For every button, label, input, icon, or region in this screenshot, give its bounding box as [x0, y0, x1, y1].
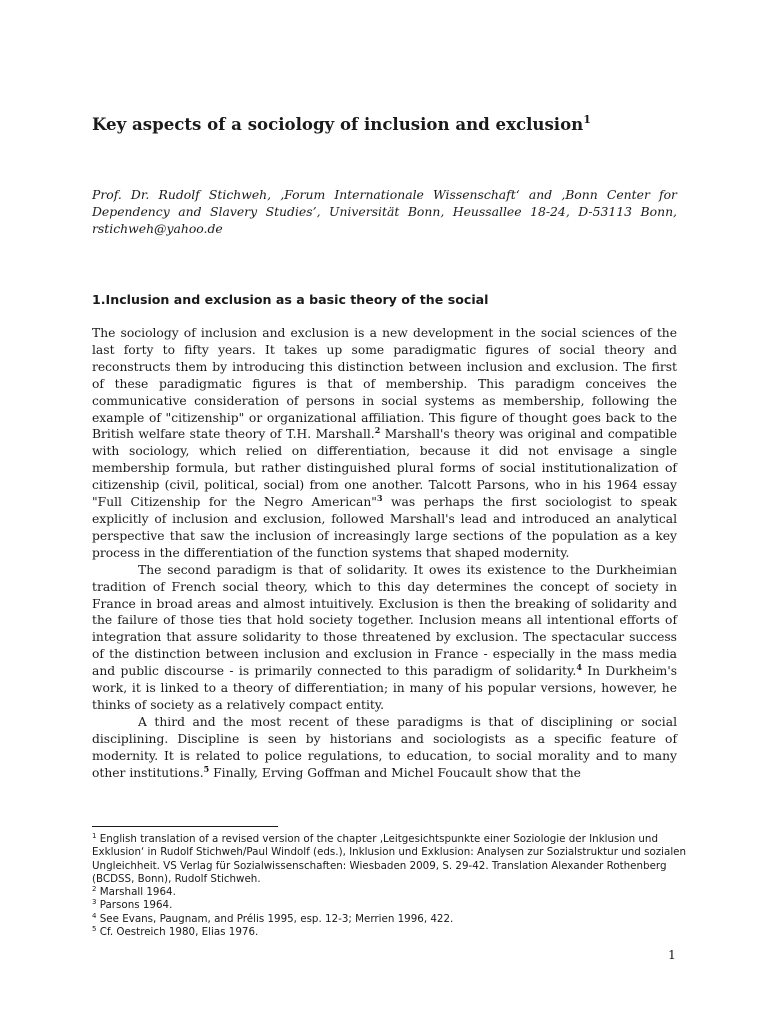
body-text — [92, 325, 677, 781]
paragraph-2-part-2: In Durkheim's work, it is linked to a theory of differentiation; in many of his popular versions, however, he thinks of society as a relatively compact entity. — [92, 664, 678, 712]
footnote-text: English translation of a revised version of the chapter ‚Leitgesichtspunkte einer Soziologie der Inklusion und Exklusion‘ in Rudolf Stichweh/Paul Windolf (eds.), Inklusion und Exklusion: Analysen zur Sozialstruktur und sozialen Ungleichheit. VS Verlag für Sozialwissenschaften: Wiesbaden 2009, S. 29-42. Translation Alexander Rothenberg (BCDSS, Bonn), Rudolf Stichweh. — [92, 833, 687, 885]
title-text: Key aspects of a sociology of inclusion and exclusion — [92, 114, 584, 134]
paragraph-3 — [92, 714, 677, 782]
footnote-separator — [92, 826, 278, 827]
footnote-4 — [92, 913, 692, 926]
footnote-mark: 3 — [92, 898, 97, 907]
document-title — [92, 107, 677, 137]
paragraph-1 — [92, 325, 677, 562]
footnote-1 — [92, 833, 692, 886]
footnote-2 — [92, 886, 692, 899]
paragraph-1-part-2: Marshall's theory was original and compatible with sociology, which relied on differentiation, because it did not envisage a single membership formula, but rather distinguished plural forms of social institutionalization of citizenship (civil, political, social) from one another. Talcott Parsons, who in his 1964 essay "Full Citizenship for the Negro American" — [92, 427, 677, 510]
footnote-mark: 1 — [92, 832, 97, 840]
title-footnote-mark: 1 — [583, 113, 591, 126]
footnote-ref-5: 5 — [203, 763, 210, 774]
paragraph-1-part-3: was perhaps the first sociologist to speak explicitly of inclusion and exclusion, followed Marshall's lead and introduced an analytical perspective that saw the inclusion of increasingly large sections of the population as a key process in the differentiation of the function systems that shaped modernity. — [92, 495, 677, 560]
page-number: 1 — [668, 948, 676, 962]
footnote-5 — [92, 926, 692, 939]
paragraph-1-part-1: The sociology of inclusion and exclusion is a new development in the social sciences of the last forty to fifty years. It takes up some paradigmatic figures of social theory and reconstructs them by introducing this distinction between inclusion and exclusion. The first of these paradigmatic figures is that of membership. This paradigm conceives the communicative consideration of persons in social systems as membership, following the example of "citizenship" or organizational affiliation. This figure of thought goes back to the British welfare state theory of T.H. Marshall. — [92, 326, 677, 442]
section-heading: 1.Inclusion and exclusion as a basic theory of the social — [92, 292, 489, 307]
footnote-text: Cf. Oestreich 1980, Elias 1976. — [99, 926, 259, 939]
paragraph-2 — [92, 562, 677, 714]
footnote-text: See Evans, Paugnam, and Prélis 1995, esp. 12-3; Merrien 1996, 422. — [99, 912, 454, 925]
paragraph-3-part-2: Finally, Erving Goffman and Michel Foucault show that the — [209, 765, 581, 780]
paragraph-3-part-1: A third and the most recent of these paradigms is that of disciplining or social disciplining. Discipline is seen by historians and sociologists as a specific feature of modernity. It is related to police regulations, to education, to social morality and to many other institutions. — [92, 714, 677, 780]
footnote-3 — [92, 899, 692, 912]
footnotes — [92, 833, 692, 939]
author-line: Prof. Dr. Rudolf Stichweh, ‚Forum Internationale Wissenschaft‘ and ‚Bonn Center for Dependency and Slavery Studies’, Universität Bonn, Heussallee 18-24, D-53113 Bonn, rstichweh@yahoo.de — [92, 187, 677, 236]
footnote-text: Marshall 1964. — [99, 886, 176, 899]
footnote-ref-3: 3 — [376, 493, 383, 504]
footnote-ref-2: 2 — [374, 425, 381, 436]
paragraph-2-part-1: The second paradigm is that of solidarity. It owes its existence to the Durkheimian tradition of French social theory, which to this day determines the concept of society in France in broad areas and almost intuitively. Exclusion is then the breaking of solidarity and the failure of those ties that hold society together. Inclusion means all intentional efforts of integration that assure solidarity to those threatened by exclusion. The spectacular success of the distinction between inclusion and exclusion in France - especially in the mass media and public discourse - is primarily connected to this paradigm of solidarity. — [92, 562, 677, 679]
footnote-mark: 4 — [92, 911, 97, 920]
footnote-mark: 2 — [92, 885, 97, 894]
footnote-text: Parsons 1964. — [99, 899, 173, 912]
footnote-mark: 5 — [92, 925, 97, 934]
footnote-ref-4: 4 — [576, 662, 582, 673]
